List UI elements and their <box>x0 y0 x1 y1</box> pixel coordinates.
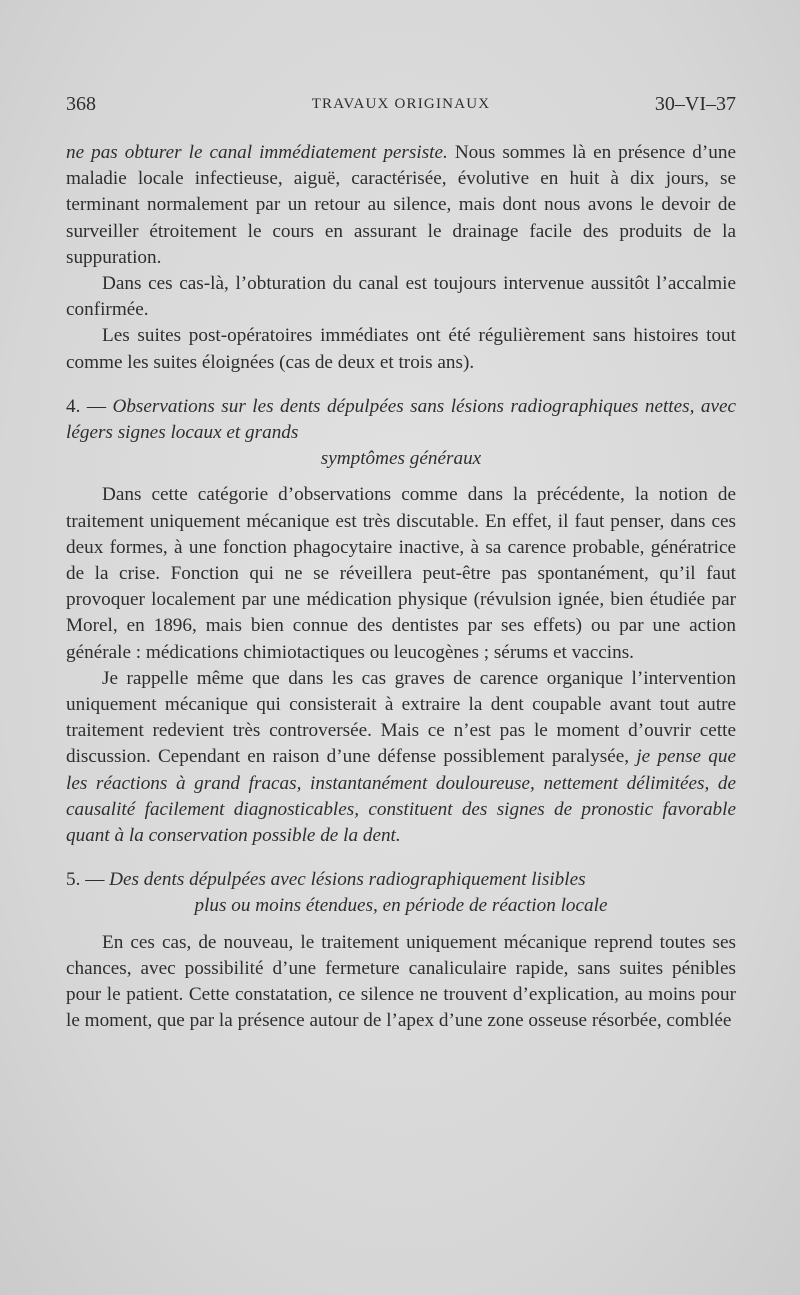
paragraph-3: Les suites post-opératoires immédiates ont été régulièrement sans histoires tout comme les suites éloignées (cas de deux et trois ans). <box>66 325 736 373</box>
running-header <box>66 93 736 119</box>
section-title-end: symptômes généraux <box>320 448 482 470</box>
paragraph-1 <box>66 140 736 271</box>
section-number: 5. — <box>66 869 110 891</box>
section-heading-5 <box>66 867 736 919</box>
emphasis-text: je pense que les réactions à grand fracas, instantanément douloureuse, nettement délimitées, de causalité facilement diagnosticables, constituent des signes de pronostic favorable quant à la conservation possible de la dent. <box>66 746 736 847</box>
issue-date: 30–VI–37 <box>654 93 736 115</box>
section-title: Observations sur les dents dépulpées sans lésions radiographiques nettes, avec légers signes locaux et grands <box>66 395 736 444</box>
emphasis-text: ne pas obturer le canal immédiatement persiste. <box>66 142 448 163</box>
paragraph-text: Je rappelle même que dans les cas graves de carence organique l’intervention uniquement mécanique qui consisterait à extraire la dent coupable avant tout autre traitement redevient très controversée. Mais ce n’est pas le moment d’ouvrir cette discussion. Cependant en raison d’une défense possiblement paralysée, <box>66 667 736 768</box>
running-title: TRAVAUX ORIGINAUX <box>311 96 491 112</box>
page-body <box>66 140 736 1035</box>
paragraph-4: Dans cette catégorie d’observations comme dans la précédente, la notion de traitement uniquement mécanique est très discutable. En effet, il faut penser, dans ces deux formes, à une fonction phagocytaire inactive, à sa carence probable, génératrice de la crise. Fonction qui ne se réveillera peut-être pas spontanément, qu’il faut provoquer localement par une médication physique (révulsion ignée, bien étudiée par Morel, en 1896, mais bien connue des dentistes par ses effets) ou par une action générale : médications chimiotactiques ou leucogènes ; sérums et vaccins. <box>66 484 736 663</box>
paragraph-6: En ces cas, de nouveau, le traitement uniquement mécanique reprend toutes ses chances, avec possibilité d’une fermeture canaliculaire rapide, sans suites pénibles pour le patient. Cette constatation, ce silence ne trouvent d’explication, au moins pour le moment, que par la présence autour de l’apex d’une zone osseuse résorbée, comblée <box>66 931 736 1032</box>
section-title: Des dents dépulpées avec lésions radiographiquement lisibles <box>109 869 586 891</box>
page-number: 368 <box>66 93 96 115</box>
paragraph-5 <box>66 666 736 849</box>
section-heading-4 <box>66 394 736 473</box>
section-number: 4. — <box>66 395 113 417</box>
paragraph-2: Dans ces cas-là, l’obturation du canal est toujours intervenue aussitôt l’accalmie confirmée. <box>66 273 736 321</box>
paragraph-text: Nous sommes là en présence d’une maladie locale infectieuse, aiguë, caractérisée, évolutive en huit à dix jours, se terminant normalement par un retour au silence, mais dont nous avons le devoir de surveiller étroitement le cours en assurant le drainage facile des produits de la suppuration. <box>66 142 736 268</box>
section-title-end: plus ou moins étendues, en période de réaction locale <box>194 895 608 917</box>
